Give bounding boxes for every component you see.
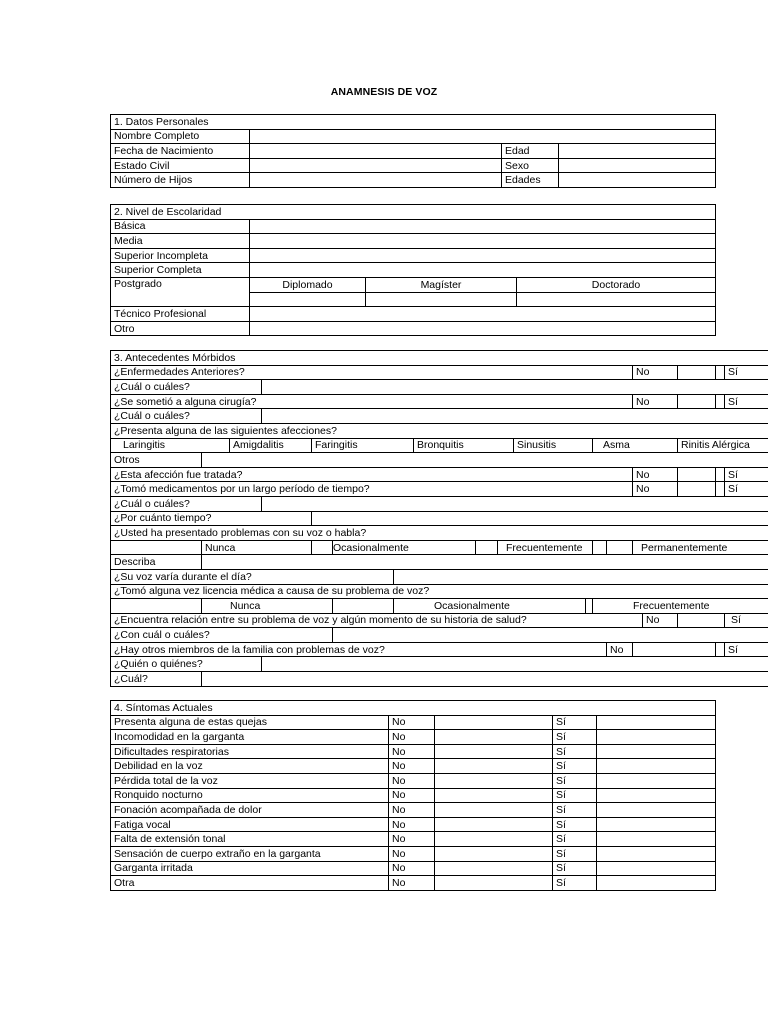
field-label: Edades xyxy=(502,173,559,188)
si-label: Sí xyxy=(728,468,738,481)
sintoma-label: Fonación acompañada de dolor xyxy=(111,803,389,818)
si-answer[interactable] xyxy=(725,394,768,409)
field-label: Media xyxy=(111,234,250,249)
no-answer[interactable] xyxy=(435,803,553,818)
si-answer[interactable] xyxy=(597,788,716,803)
no-answer[interactable] xyxy=(435,715,553,730)
sintoma-row xyxy=(111,846,716,861)
question-label: ¿Enfermedades Anteriores? xyxy=(111,365,633,380)
answer-input[interactable] xyxy=(262,380,768,395)
field-label: Técnico Profesional xyxy=(111,307,250,322)
si-answer[interactable] xyxy=(597,861,716,876)
afeccion-asma[interactable]: Asma xyxy=(593,438,678,453)
si-label: Sí xyxy=(553,730,597,745)
section-header: 1. Datos Personales xyxy=(111,115,716,130)
field-label: Estado Civil xyxy=(111,158,250,173)
sintoma-label: Ronquido nocturno xyxy=(111,788,389,803)
sintoma-row xyxy=(111,788,716,803)
answer-input[interactable] xyxy=(262,409,768,424)
si-answer[interactable] xyxy=(725,482,768,497)
sintoma-row xyxy=(111,803,716,818)
si-label: Sí xyxy=(553,744,597,759)
no-answer[interactable] xyxy=(678,365,716,380)
sintoma-row xyxy=(111,759,716,774)
answer-input[interactable] xyxy=(262,496,768,511)
freq-permanentemente[interactable]: Permanentemente xyxy=(633,540,768,555)
question-label: ¿Tomó alguna vez licencia médica a causa de su problema de voz? xyxy=(111,584,768,599)
no-label: No xyxy=(389,876,435,891)
no-answer[interactable] xyxy=(678,467,716,482)
no-label: No xyxy=(389,832,435,847)
freq-ocasionalmente[interactable]: Ocasionalmente xyxy=(333,540,476,555)
edad-input[interactable] xyxy=(559,144,716,159)
question-label: ¿Por cuánto tiempo? xyxy=(111,511,312,526)
si-answer[interactable] xyxy=(597,876,716,891)
si-answer[interactable] xyxy=(597,730,716,745)
freq-nunca[interactable]: Nunca xyxy=(202,540,312,555)
no-label: No xyxy=(389,744,435,759)
sintoma-label: Falta de extensión tonal xyxy=(111,832,389,847)
sintoma-row xyxy=(111,861,716,876)
answer-input[interactable] xyxy=(312,511,768,526)
antecedentes-table xyxy=(110,350,768,687)
si-label: Sí xyxy=(553,759,597,774)
no-label: No xyxy=(389,861,435,876)
question-label: ¿Esta afección fue tratada? xyxy=(111,467,633,482)
afeccion-sinusitis[interactable]: Sinusitis xyxy=(514,438,593,453)
question-label: ¿Cuál o cuáles? xyxy=(111,409,262,424)
basica-input[interactable] xyxy=(250,219,716,234)
freq2-nunca[interactable]: Nunca xyxy=(202,599,333,614)
no-label: No xyxy=(389,803,435,818)
question-label: ¿Hay otros miembros de la familia con problemas de voz? xyxy=(111,642,607,657)
answer-input[interactable] xyxy=(202,555,768,570)
no-answer[interactable] xyxy=(435,846,553,861)
question-label: ¿Quién o quiénes? xyxy=(111,657,262,672)
sintoma-row xyxy=(111,817,716,832)
sexo-input[interactable] xyxy=(559,158,716,173)
no-label: No xyxy=(607,642,633,657)
si-label: Sí xyxy=(728,366,738,379)
afeccion-rinitis[interactable]: Rinitis Alérgica xyxy=(678,438,768,453)
si-answer[interactable] xyxy=(597,846,716,861)
field-label: Básica xyxy=(111,219,250,234)
question-label: ¿Tomó medicamentos por un largo período de tiempo? xyxy=(111,482,633,497)
escolaridad-table xyxy=(110,204,716,336)
afeccion-laringitis[interactable]: Laringitis xyxy=(111,438,230,453)
field-label: Nombre Completo xyxy=(111,129,250,144)
field-label: Sexo xyxy=(502,158,559,173)
no-answer[interactable] xyxy=(435,788,553,803)
sintoma-row xyxy=(111,773,716,788)
no-answer[interactable] xyxy=(633,642,716,657)
afeccion-bronquitis[interactable]: Bronquitis xyxy=(414,438,514,453)
si-label: Sí xyxy=(553,715,597,730)
no-label: No xyxy=(633,467,678,482)
sintomas-table xyxy=(110,700,716,891)
no-answer[interactable] xyxy=(435,744,553,759)
si-label: Sí xyxy=(553,876,597,891)
si-label: Sí xyxy=(728,395,738,408)
sintoma-label: Pérdida total de la voz xyxy=(111,773,389,788)
si-label: Sí xyxy=(553,773,597,788)
no-label: No xyxy=(389,817,435,832)
si-answer[interactable] xyxy=(725,365,768,380)
afeccion-amigdalitis[interactable]: Amigdalitis xyxy=(230,438,312,453)
media-input[interactable] xyxy=(250,234,716,249)
answer-input[interactable] xyxy=(333,628,768,643)
si-label: Sí xyxy=(553,846,597,861)
estado-input[interactable] xyxy=(250,158,502,173)
no-label: No xyxy=(633,394,678,409)
field-label: Superior Incompleta xyxy=(111,248,250,263)
field-label: Fecha de Nacimiento xyxy=(111,144,250,159)
document-title: ANAMNESIS DE VOZ xyxy=(330,86,438,98)
freq2-ocasionalmente[interactable]: Ocasionalmente xyxy=(394,599,586,614)
no-answer[interactable] xyxy=(435,861,553,876)
si-label: Sí xyxy=(553,861,597,876)
edades-input[interactable] xyxy=(559,173,716,188)
freq-frecuentemente[interactable]: Frecuentemente xyxy=(498,540,593,555)
section-header: 4. Síntomas Actuales xyxy=(111,701,716,716)
si-answer[interactable] xyxy=(597,715,716,730)
no-label: No xyxy=(389,715,435,730)
sup-comp-input[interactable] xyxy=(250,263,716,278)
sintoma-label: Fatiga vocal xyxy=(111,817,389,832)
no-label: No xyxy=(633,482,678,497)
question-label: ¿Su voz varía durante el día? xyxy=(111,569,394,584)
si-label: Sí xyxy=(553,803,597,818)
si-answer[interactable] xyxy=(597,744,716,759)
si-answer[interactable] xyxy=(725,642,768,657)
field-label: Otro xyxy=(111,321,250,336)
otro-input[interactable] xyxy=(250,321,716,336)
si-label: Sí xyxy=(728,483,738,496)
fecha-input[interactable] xyxy=(250,144,502,159)
sintoma-label: Sensación de cuerpo extraño en la garganta xyxy=(111,846,389,861)
si-label: Sí xyxy=(728,643,738,656)
magister-input[interactable] xyxy=(366,292,517,307)
sintoma-row xyxy=(111,715,716,730)
answer-input[interactable] xyxy=(202,453,768,468)
nombre-input[interactable] xyxy=(250,129,716,144)
question-label: ¿Cuál? xyxy=(111,672,202,687)
no-answer[interactable] xyxy=(435,773,553,788)
no-label: No xyxy=(389,846,435,861)
diplomado-input[interactable] xyxy=(250,292,366,307)
afeccion-faringitis[interactable]: Faringitis xyxy=(312,438,414,453)
answer-input[interactable] xyxy=(262,657,768,672)
column-label: Diplomado xyxy=(250,277,366,292)
doctorado-input[interactable] xyxy=(517,292,716,307)
si-answer[interactable] xyxy=(597,832,716,847)
si-answer[interactable] xyxy=(597,803,716,818)
si-label: Sí xyxy=(553,832,597,847)
no-answer[interactable] xyxy=(435,817,553,832)
field-label: Postgrado xyxy=(111,277,250,306)
no-answer[interactable] xyxy=(678,613,725,628)
hijos-input[interactable] xyxy=(250,173,502,188)
datos-personales-table xyxy=(110,114,716,188)
question-label: ¿Cuál o cuáles? xyxy=(111,496,262,511)
si-label: Sí xyxy=(553,788,597,803)
sintoma-label: Debilidad en la voz xyxy=(111,759,389,774)
no-answer[interactable] xyxy=(678,482,716,497)
question-label: ¿Con cuál o cuáles? xyxy=(111,628,333,643)
sup-inc-input[interactable] xyxy=(250,248,716,263)
answer-input[interactable] xyxy=(394,569,768,584)
field-label: Número de Hijos xyxy=(111,173,250,188)
no-label: No xyxy=(633,365,678,380)
no-answer[interactable] xyxy=(678,394,716,409)
section-header: 3. Antecedentes Mórbidos xyxy=(111,351,768,366)
question-label: Otros xyxy=(111,453,202,468)
sintoma-row xyxy=(111,832,716,847)
no-answer[interactable] xyxy=(435,876,553,891)
no-label: No xyxy=(389,788,435,803)
sintoma-label: Garganta irritada xyxy=(111,861,389,876)
no-label: No xyxy=(389,759,435,774)
field-label: Edad xyxy=(502,144,559,159)
section-header: 2. Nivel de Escolaridad xyxy=(111,205,716,220)
si-label: Sí xyxy=(731,614,741,627)
sintoma-row xyxy=(111,744,716,759)
si-answer[interactable] xyxy=(725,467,768,482)
field-label: Superior Completa xyxy=(111,263,250,278)
sintoma-label: Presenta alguna de estas quejas xyxy=(111,715,389,730)
column-label: Magíster xyxy=(366,277,517,292)
sintoma-row xyxy=(111,730,716,745)
si-answer[interactable] xyxy=(597,817,716,832)
tecnico-input[interactable] xyxy=(250,307,716,322)
column-label: Doctorado xyxy=(517,277,716,292)
no-answer[interactable] xyxy=(435,730,553,745)
no-label: No xyxy=(643,613,678,628)
si-answer[interactable] xyxy=(597,773,716,788)
no-answer[interactable] xyxy=(435,832,553,847)
question-label: ¿Se sometió a alguna cirugía? xyxy=(111,394,633,409)
question-label: ¿Encuentra relación entre su problema de voz y algún momento de su historia de salud? xyxy=(111,613,643,628)
sintoma-label: Dificultades respiratorias xyxy=(111,744,389,759)
no-answer[interactable] xyxy=(435,759,553,774)
si-answer[interactable] xyxy=(725,613,768,628)
no-label: No xyxy=(389,730,435,745)
si-answer[interactable] xyxy=(597,759,716,774)
sintoma-label: Incomodidad en la garganta xyxy=(111,730,389,745)
freq2-frecuentemente[interactable]: Frecuentemente xyxy=(593,599,768,614)
question-label: ¿Usted ha presentado problemas con su voz o habla? xyxy=(111,526,768,541)
sintoma-label: Otra xyxy=(111,876,389,891)
sintoma-row xyxy=(111,876,716,891)
no-label: No xyxy=(389,773,435,788)
si-label: Sí xyxy=(553,817,597,832)
question-label: ¿Presenta alguna de las siguientes afecciones? xyxy=(111,423,768,438)
question-label: ¿Cuál o cuáles? xyxy=(111,380,262,395)
answer-input[interactable] xyxy=(202,672,768,687)
question-label: Describa xyxy=(111,555,202,570)
